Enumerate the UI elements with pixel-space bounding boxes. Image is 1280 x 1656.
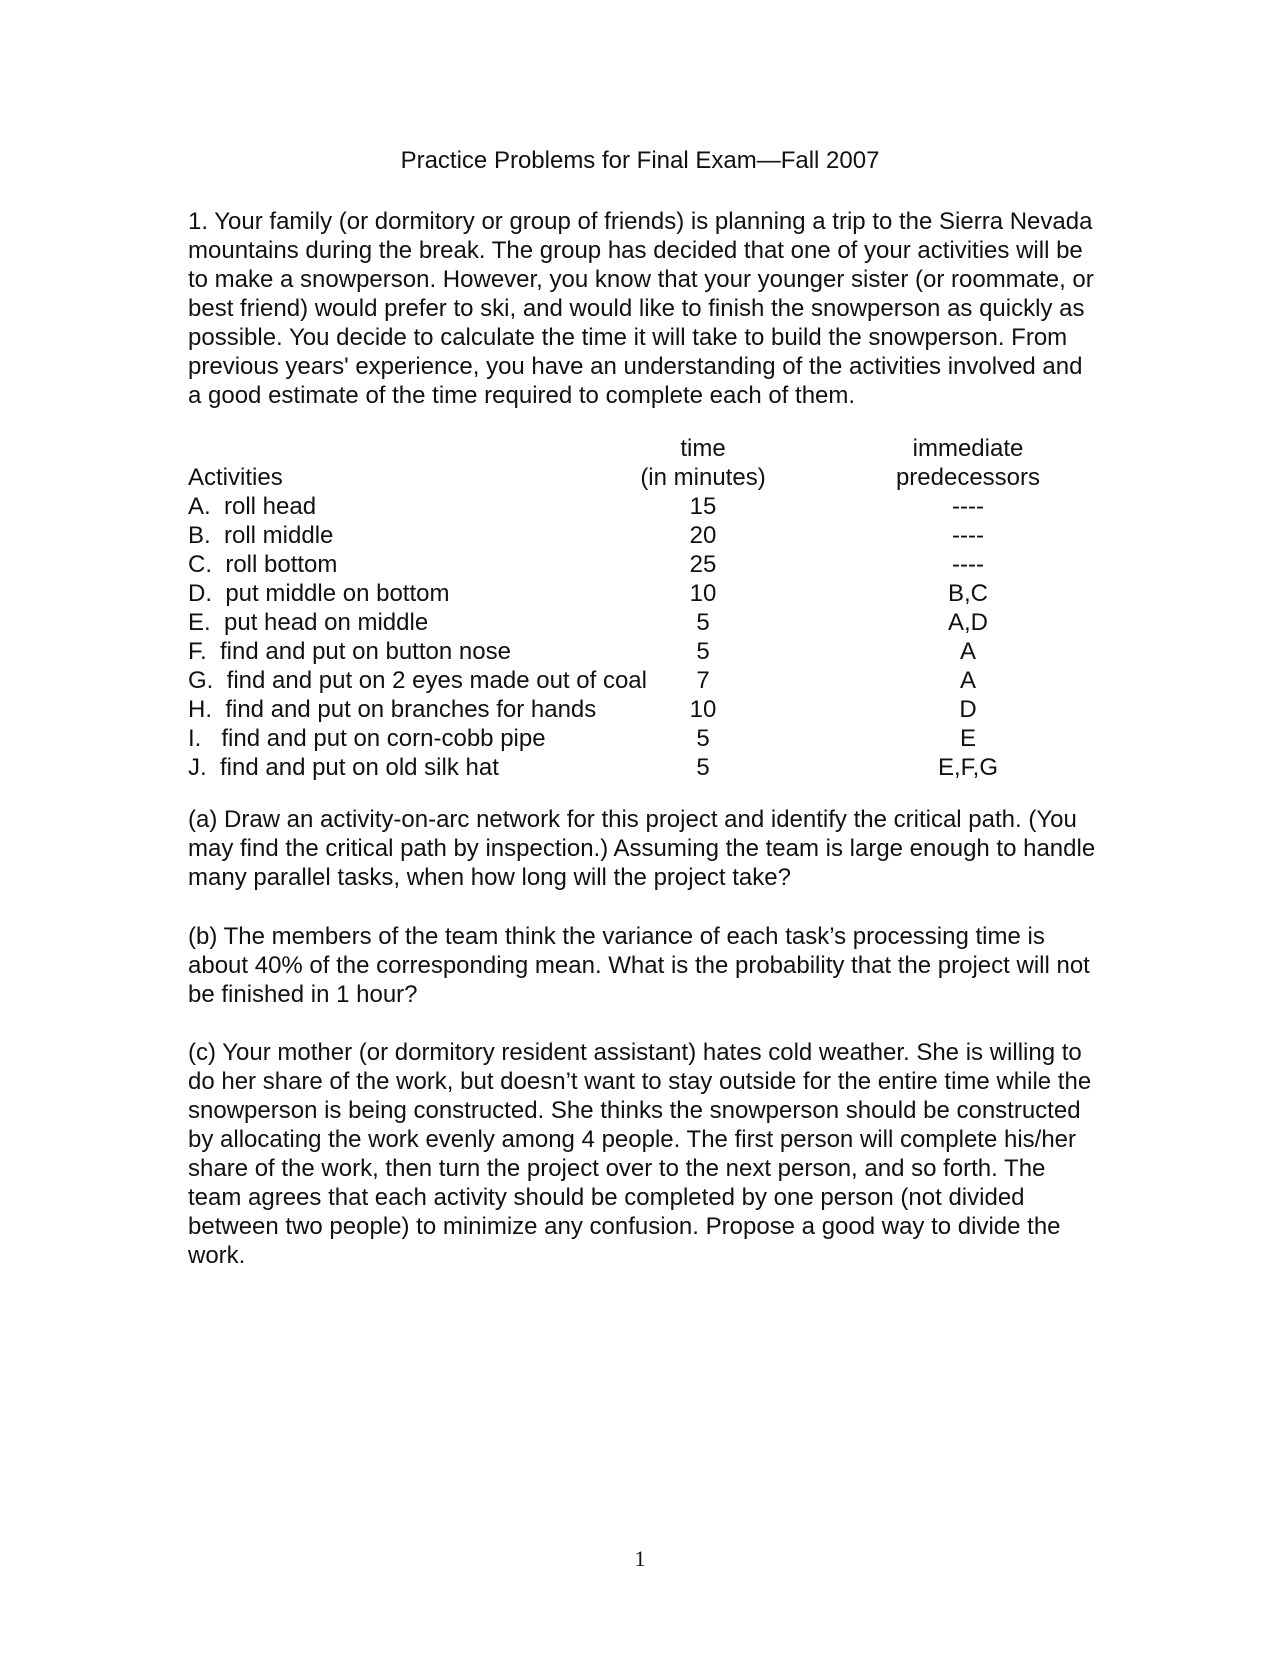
activity-time: 15 xyxy=(689,493,717,520)
activity-predecessors: E,F,G xyxy=(937,754,998,781)
activity-label: B. roll middle xyxy=(188,522,334,549)
table-row xyxy=(188,695,1108,724)
activity-label: F. find and put on button nose xyxy=(188,638,511,665)
header-activities: Activities xyxy=(188,464,283,491)
header-immediate: immediate xyxy=(912,435,1024,462)
activity-label: I. find and put on corn-cobb pipe xyxy=(188,725,546,752)
activity-predecessors: B,C xyxy=(947,580,988,607)
page-title: Practice Problems for Final Exam—Fall 2007 xyxy=(400,147,880,174)
header-time: time xyxy=(680,435,726,462)
activity-predecessors: D xyxy=(959,696,977,723)
question-a: (a) Draw an activity-on-arc network for this project and identify the critical path. (You may find the critical path by inspection.) Assuming the team is large enough to handle many parallel tasks, when how long will the project take? xyxy=(188,806,1096,891)
table-row xyxy=(188,521,1108,550)
table-row xyxy=(188,724,1108,753)
table-row xyxy=(188,550,1108,579)
table-row xyxy=(188,666,1108,695)
table-row xyxy=(188,753,1108,782)
activity-time: 10 xyxy=(689,696,717,723)
table-row xyxy=(188,608,1108,637)
activity-label: J. find and put on old silk hat xyxy=(188,754,499,781)
activity-predecessors: A xyxy=(959,638,976,665)
table-row xyxy=(188,492,1108,521)
activity-label: D. put middle on bottom xyxy=(188,580,450,607)
activity-label: A. roll head xyxy=(188,493,317,520)
table-row xyxy=(188,579,1108,608)
activity-label: E. put head on middle xyxy=(188,609,429,636)
header-in-minutes: (in minutes) xyxy=(640,464,766,491)
problem-intro: 1. Your family (or dormitory or group of friends) is planning a trip to the Sierra Nevada mountains during the break. The group has decided that one of your activities will be to make a snowperson. However, you know that your younger sister (or roommate, or best friend) would prefer to ski, and would like to finish the snowperson as quickly as possible. You decide to calculate the time it will take to build the snowperson. From previous years' experience, you have an understanding of the activities involved and a good estimate of the time required to complete each of them. xyxy=(188,208,1094,409)
activity-predecessors: ---- xyxy=(952,551,984,578)
activity-table xyxy=(188,434,1108,782)
activity-time: 7 xyxy=(696,667,710,694)
activity-predecessors: ---- xyxy=(952,522,984,549)
activity-time: 5 xyxy=(696,754,710,781)
question-b: (b) The members of the team think the variance of each task’s processing time is about 40% of the corresponding mean. What is the probability that the project will not be finished in 1 hour? xyxy=(188,923,1090,1008)
activity-predecessors: A,D xyxy=(947,609,988,636)
activity-time: 20 xyxy=(689,522,717,549)
table-row xyxy=(188,637,1108,666)
activity-time: 10 xyxy=(689,580,717,607)
table-header-row-1 xyxy=(188,434,1108,463)
activity-predecessors: ---- xyxy=(952,493,984,520)
page-number: 1 xyxy=(634,1546,646,1571)
activity-time: 5 xyxy=(696,638,710,665)
activity-time: 5 xyxy=(696,609,710,636)
activity-label: G. find and put on 2 eyes made out of coal xyxy=(188,667,647,694)
activity-label: H. find and put on branches for hands xyxy=(188,696,597,723)
activity-predecessors: A xyxy=(959,667,976,694)
activity-time: 25 xyxy=(689,551,717,578)
header-predecessors: predecessors xyxy=(895,464,1041,491)
activity-predecessors: E xyxy=(959,725,976,752)
activity-time: 5 xyxy=(696,725,710,752)
activity-label: C. roll bottom xyxy=(188,551,338,578)
table-header-row-2 xyxy=(188,463,1108,492)
question-c: (c) Your mother (or dormitory resident assistant) hates cold weather. She is willing to do her share of the work, but doesn’t want to stay outside for the entire time while the snowperson is being constructed. She thinks the snowperson should be constructed by allocating the work evenly among 4 people. The first person will complete his/her share of the work, then turn the project over to the next person, and so forth. The team agrees that each activity should be completed by one person (not divided between two people) to minimize any confusion. Propose a good way to divide the work. xyxy=(188,1039,1092,1269)
